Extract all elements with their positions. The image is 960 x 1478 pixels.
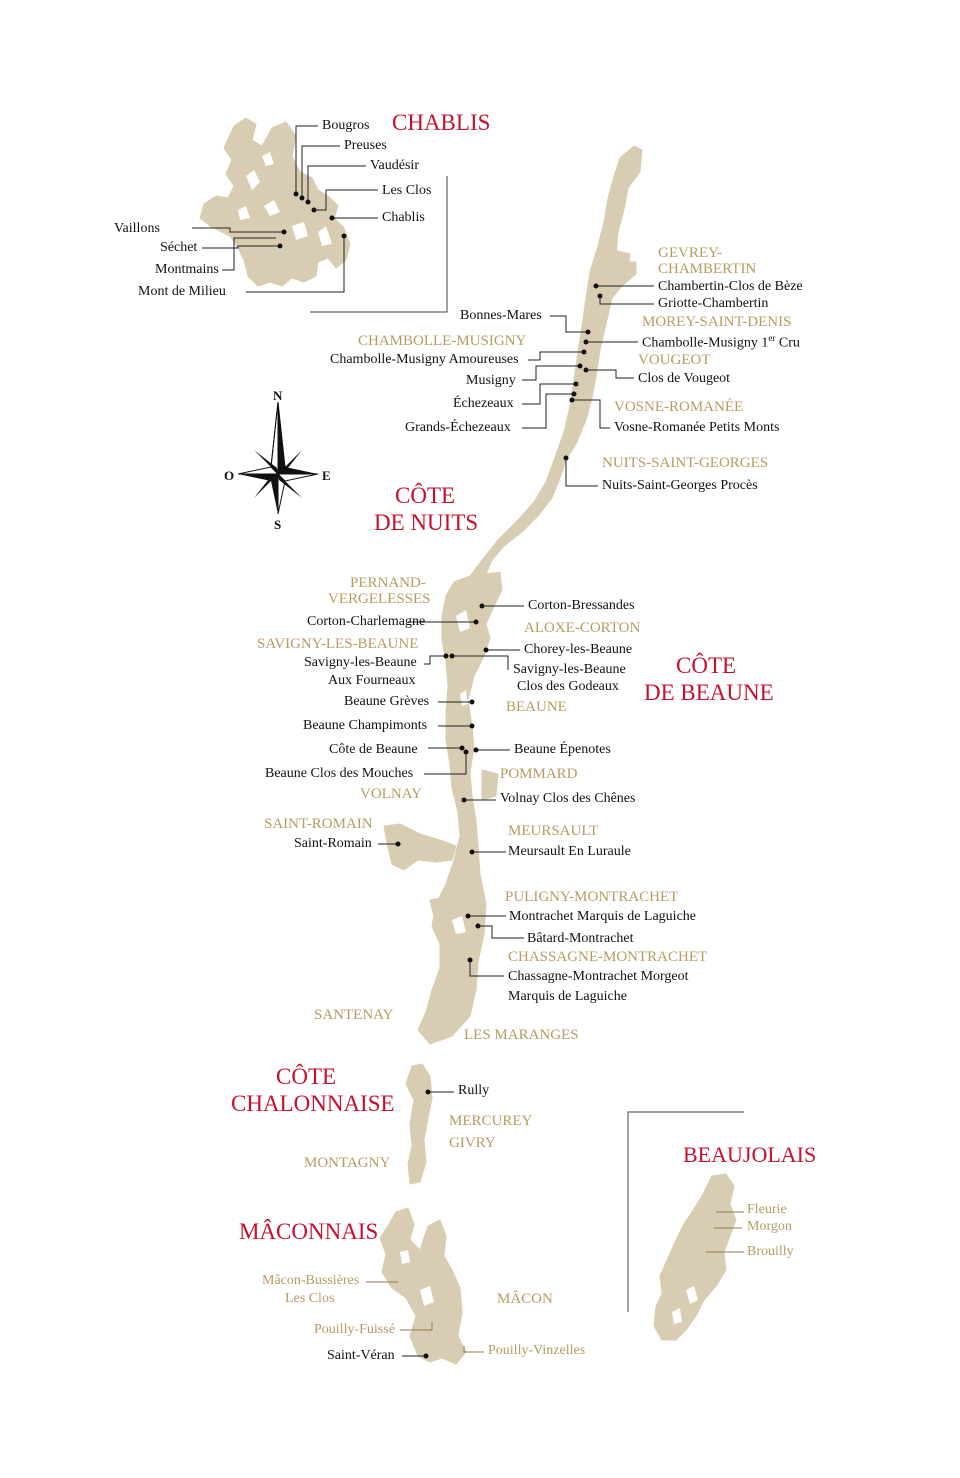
- cru-chambolle-1er-sup: er: [768, 333, 776, 343]
- appellation-pouilly-fuisse: Pouilly-Fuissé: [314, 1322, 395, 1337]
- region-title-chablis: CHABLIS: [392, 110, 491, 135]
- appellation-nuits-saint-georges: NUITS-SAINT-GEORGES: [602, 455, 769, 471]
- chalonnaise-land: [406, 1064, 432, 1184]
- cru-echezeaux: Échezeaux: [453, 396, 514, 411]
- cru-brouilly: Brouilly: [747, 1244, 794, 1259]
- appellation-chassagne-montrachet: CHASSAGNE-MONTRACHET: [508, 949, 708, 965]
- appellation-les-maranges: LES MARANGES: [464, 1027, 579, 1043]
- maconnais-land: [380, 1208, 466, 1364]
- appellation-mercurey: MERCUREY: [449, 1113, 533, 1129]
- cru-saint-veran: Saint-Véran: [327, 1348, 395, 1363]
- appellation-pouilly-vinzelles: Pouilly-Vinzelles: [488, 1343, 586, 1358]
- cru-chassagne-morgeot-line1: Chassagne-Montrachet Morgeot: [508, 969, 689, 984]
- appellation-givry: GIVRY: [449, 1135, 496, 1151]
- cru-chassagne-morgeot-line2: Marquis de Laguiche: [508, 989, 627, 1004]
- cru-vaillons: Vaillons: [114, 221, 160, 236]
- cru-chambolle-musigny-1er-cru: [642, 334, 800, 351]
- region-title-beaujolais: BEAUJOLAIS: [683, 1142, 817, 1167]
- compass-south-label: S: [274, 517, 282, 532]
- appellation-saint-romain: SAINT-ROMAIN: [264, 816, 373, 832]
- cru-chambolle-1er-prefix: Chambolle-Musigny 1: [642, 335, 769, 351]
- cru-bougros: Bougros: [322, 118, 370, 133]
- appellation-chambolle-musigny: CHAMBOLLE-MUSIGNY: [358, 333, 527, 349]
- compass-east-label: E: [322, 468, 331, 483]
- cru-vosne-petits-monts: Vosne-Romanée Petits Monts: [614, 420, 780, 435]
- region-title-cote-chalonnaise-line1: CÔTE: [276, 1064, 337, 1089]
- region-title-cote-de-beaune-line2: DE BEAUNE: [644, 680, 774, 705]
- appellation-gevrey-line1: GEVREY-: [658, 245, 723, 261]
- appellation-pernand-line1: PERNAND-: [350, 575, 426, 591]
- compass-north-label: N: [273, 388, 283, 403]
- cru-chorey-les-beaune: Chorey-les-Beaune: [524, 642, 633, 657]
- cru-clos-de-vougeot: Clos de Vougeot: [638, 371, 731, 386]
- appellation-vougeot: VOUGEOT: [638, 352, 711, 368]
- beaujolais-land: [654, 1174, 736, 1340]
- cru-savigny-godeaux-line2: Clos des Godeaux: [517, 679, 619, 694]
- appellation-montagny: MONTAGNY: [304, 1155, 391, 1171]
- cru-vaudesir: Vaudésir: [370, 158, 419, 173]
- region-title-maconnais: MÂCONNAIS: [239, 1219, 379, 1244]
- cru-chablis: Chablis: [382, 210, 425, 225]
- appellation-beaune: BEAUNE: [506, 699, 567, 715]
- appellation-gevrey-line2: CHAMBERTIN: [658, 261, 757, 277]
- appellation-meursault: MEURSAULT: [508, 823, 599, 839]
- cru-corton-charlemagne: Corton-Charlemagne: [307, 614, 426, 629]
- appellation-savigny-les-beaune: SAVIGNY-LES-BEAUNE: [257, 636, 419, 652]
- region-title-cote-de-nuits-line2: DE NUITS: [374, 510, 479, 535]
- appellation-volnay: VOLNAY: [360, 786, 422, 802]
- appellation-vosne-romanee: VOSNE-ROMANÉE: [614, 399, 744, 415]
- chablis-land: [200, 118, 350, 286]
- cru-musigny: Musigny: [466, 373, 516, 388]
- region-title-cote-de-beaune-line1: CÔTE: [676, 653, 737, 678]
- appellation-pernand-line2: VERGELESSES: [328, 591, 431, 607]
- cru-cote-de-beaune: Côte de Beaune: [329, 742, 418, 757]
- compass-rose-icon: [238, 402, 318, 514]
- appellation-macon-bussieres-line1: Mâcon-Bussières: [262, 1273, 360, 1288]
- cru-beaune-champimonts: Beaune Champimonts: [303, 718, 428, 733]
- cru-mont-de-milieu: Mont de Milieu: [138, 284, 226, 299]
- cru-rully: Rully: [458, 1083, 490, 1098]
- cru-savigny-fourneaux-line2: Aux Fourneaux: [328, 673, 416, 688]
- cru-batard-montrachet: Bâtard-Montrachet: [527, 931, 634, 946]
- cru-meursault-en-luraule: Meursault En Luraule: [508, 844, 631, 859]
- appellation-santenay: SANTENAY: [314, 1007, 394, 1023]
- cru-sechet: Séchet: [160, 240, 198, 255]
- cru-grands-echezeaux: Grands-Échezeaux: [405, 420, 511, 435]
- cru-saint-romain: Saint-Romain: [294, 836, 372, 851]
- cru-nuits-proces: Nuits-Saint-Georges Procès: [602, 478, 758, 493]
- appellation-macon-bussieres-line2: Les Clos: [285, 1291, 335, 1306]
- cru-fleurie: Fleurie: [747, 1202, 787, 1217]
- cru-corton-bressandes: Corton-Bressandes: [528, 598, 635, 613]
- cru-savigny-fourneaux-line1: Savigny-les-Beaune: [304, 655, 417, 670]
- cru-beaune-greves: Beaune Grèves: [344, 694, 430, 709]
- cru-beaune-epenotes: Beaune Épenotes: [514, 742, 611, 757]
- cru-griotte-chambertin: Griotte-Chambertin: [658, 296, 769, 311]
- cru-chambolle-1er-suffix: Cru: [775, 335, 800, 351]
- cru-montrachet-marquis-de-laguiche: Montrachet Marquis de Laguiche: [509, 909, 696, 924]
- appellation-puligny-montrachet: PULIGNY-MONTRACHET: [505, 889, 679, 905]
- compass-west-label: O: [224, 468, 235, 483]
- cru-volnay-clos-des-chenes: Volnay Clos des Chênes: [500, 791, 636, 806]
- cru-chambolle-amoureuses: Chambolle-Musigny Amoureuses: [330, 352, 519, 367]
- cru-les-clos: Les Clos: [382, 183, 432, 198]
- region-title-cote-chalonnaise-line2: CHALONNAISE: [231, 1091, 395, 1116]
- appellation-aloxe-corton: ALOXE-CORTON: [524, 620, 641, 636]
- cru-chambertin-clos-de-beze: Chambertin-Clos de Bèze: [658, 279, 803, 294]
- region-title-cote-de-nuits-line1: CÔTE: [395, 483, 456, 508]
- appellation-macon: MÂCON: [497, 1291, 553, 1307]
- cru-montmains: Montmains: [155, 262, 219, 277]
- appellation-morey-saint-denis: MOREY-SAINT-DENIS: [642, 314, 792, 330]
- cru-morgon: Morgon: [747, 1219, 792, 1234]
- cru-bonnes-mares: Bonnes-Mares: [460, 308, 542, 323]
- cru-beaune-clos-des-mouches: Beaune Clos des Mouches: [265, 766, 414, 781]
- appellation-pommard: POMMARD: [500, 766, 578, 782]
- cru-savigny-godeaux-line1: Savigny-les-Beaune: [513, 662, 626, 677]
- cru-preuses: Preuses: [344, 138, 387, 153]
